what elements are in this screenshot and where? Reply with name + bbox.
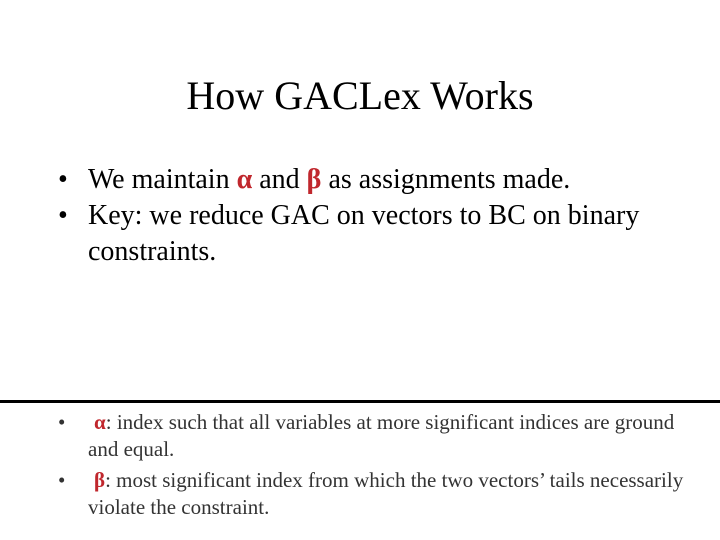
bullet-dot-icon: • <box>58 200 68 231</box>
alpha-symbol: α <box>94 410 106 434</box>
notes-bullet-list <box>58 409 698 525</box>
bullet-text-after: as assignments made. <box>321 164 571 195</box>
bullet-text: Key: we reduce GAC on vectors to BC on binary constraints. <box>88 200 640 267</box>
beta-symbol: β <box>94 468 106 492</box>
alpha-symbol: α <box>236 164 253 195</box>
bullet-dot-icon: • <box>58 164 68 195</box>
note-bullet-item <box>58 467 698 521</box>
main-bullet-item <box>58 198 698 270</box>
notes-divider <box>0 400 720 403</box>
bullet-dot-icon: • <box>58 410 66 434</box>
main-bullet-item <box>58 162 698 198</box>
note-text: : most significant index from which the two vectors’ tails necessarily violate the constraint. <box>88 468 684 519</box>
beta-symbol: β <box>306 164 322 195</box>
slide-title: How GACLex Works <box>186 73 534 118</box>
note-bullet-item <box>58 409 698 463</box>
bullet-dot-icon: • <box>58 468 66 492</box>
bullet-text-before: We maintain <box>88 164 237 195</box>
main-bullet-list <box>58 162 698 270</box>
bullet-text-middle: and <box>252 164 307 195</box>
note-text: : index such that all variables at more significant indices are ground and equal. <box>88 410 675 461</box>
